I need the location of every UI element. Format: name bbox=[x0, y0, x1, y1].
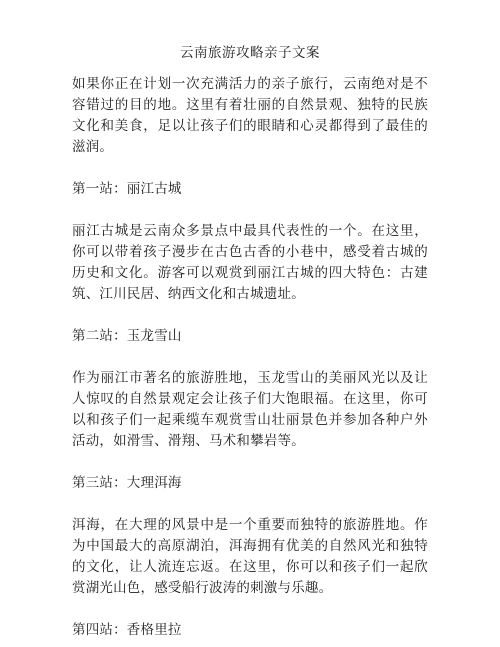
document-title: 云南旅游攻略亲子文案 bbox=[180, 45, 320, 61]
section-heading-2: 第二站：玉龙雪山 bbox=[72, 328, 182, 344]
section-heading-3: 第三站：大理洱海 bbox=[72, 475, 182, 491]
section-body-2: 作为丽江市著名的旅游胜地，玉龙雪山的美丽风光以及让人惊叹的自然景观定会让孩子们大饱眼福。在这里，你可以和孩子们一起乘缆车观赏雪山壮丽景色并参加各种户外活动，如滑雪、滑翔、马术和攀岩等。 bbox=[72, 370, 428, 449]
section-body-3: 洱海，在大理的风景中是一个重要而独特的旅游胜地。作为中国最大的高原湖泊，洱海拥有优美的自然风光和独特的文化，让人流连忘返。在这里，你可以和孩子们一起欣赏湖光山色，感受船行波涛的刺激与乐趣。 bbox=[72, 517, 428, 596]
section-body-1: 丽江古城是云南众多景点中最具代表性的一个。在这里，你可以带着孩子漫步在古色古香的小巷中，感受着古城的历史和文化。游客可以观赏到丽江古城的四大特色：古建筑、江川民居、纳西文化和古城遗址。 bbox=[72, 223, 428, 302]
section-heading-4: 第四站：香格里拉 bbox=[72, 622, 182, 638]
section-heading-1: 第一站：丽江古城 bbox=[72, 181, 182, 197]
intro-paragraph: 如果你正在计划一次充满活力的亲子旅行，云南绝对是不容错过的目的地。这里有着壮丽的自然景观、独特的民族文化和美食，足以让孩子们的眼睛和心灵都得到了最佳的滋润。 bbox=[72, 76, 428, 155]
